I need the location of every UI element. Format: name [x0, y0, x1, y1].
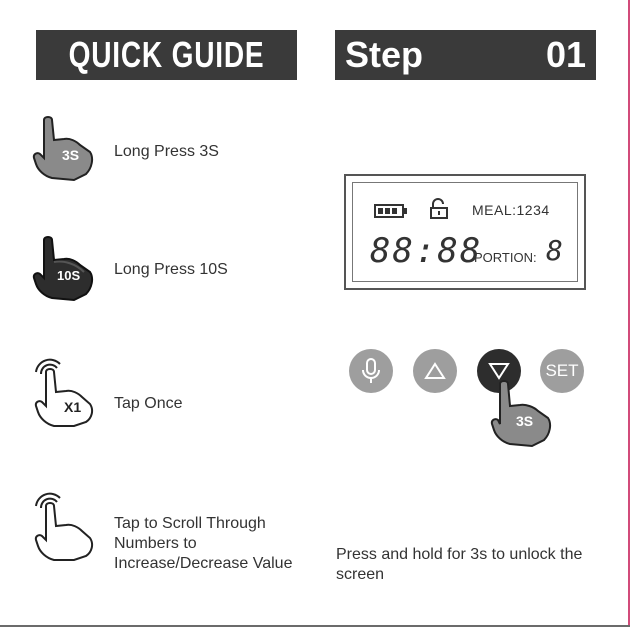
- instruction-text: Press and hold for 3s to unlock the screen: [336, 546, 583, 583]
- guide-item-tap-scroll: [30, 492, 300, 592]
- guide-item-tap-once: [30, 358, 300, 428]
- step-banner: [335, 30, 596, 80]
- hand-press-icon: [488, 378, 558, 450]
- microphone-icon: [361, 358, 381, 384]
- quick-guide-banner: [36, 30, 297, 80]
- guide-item-long-press-10s: [30, 232, 300, 302]
- guide-item-long-press-3s: [30, 112, 300, 182]
- microphone-button[interactable]: [349, 349, 393, 393]
- unlock-icon: [428, 198, 450, 220]
- hand-tap-icon: [30, 358, 100, 428]
- badge-3s: 3S: [62, 147, 80, 163]
- guide-label: Long Press 10S: [114, 261, 228, 278]
- portion-value: 8: [546, 234, 563, 267]
- hand-press-dark-icon: [30, 232, 100, 302]
- set-button-label: SET: [545, 361, 579, 380]
- hand-press-icon: [30, 112, 100, 182]
- lcd-display: [344, 174, 586, 290]
- time-readout: 88:88: [370, 231, 483, 271]
- meal-readout: MEAL:1234: [472, 202, 550, 218]
- battery-icon: [374, 204, 408, 218]
- portion-label: PORTION:: [474, 250, 537, 265]
- guide-label: Long Press 3S: [114, 143, 219, 160]
- up-button[interactable]: [413, 349, 457, 393]
- hand-scroll-icon: [30, 492, 100, 562]
- badge-10s: 10S: [57, 268, 81, 283]
- guide-label: Tap Once: [114, 395, 183, 412]
- triangle-up-icon: [424, 362, 446, 380]
- step-number: 01: [545, 34, 586, 75]
- badge-x1: X1: [64, 399, 82, 415]
- badge-3s: 3S: [516, 413, 534, 429]
- step-label: Step: [345, 34, 424, 75]
- quick-guide-title: QUICK GUIDE: [68, 34, 265, 75]
- guide-label: Tap to Scroll Through Numbers to Increase/Decrease Value: [114, 515, 293, 572]
